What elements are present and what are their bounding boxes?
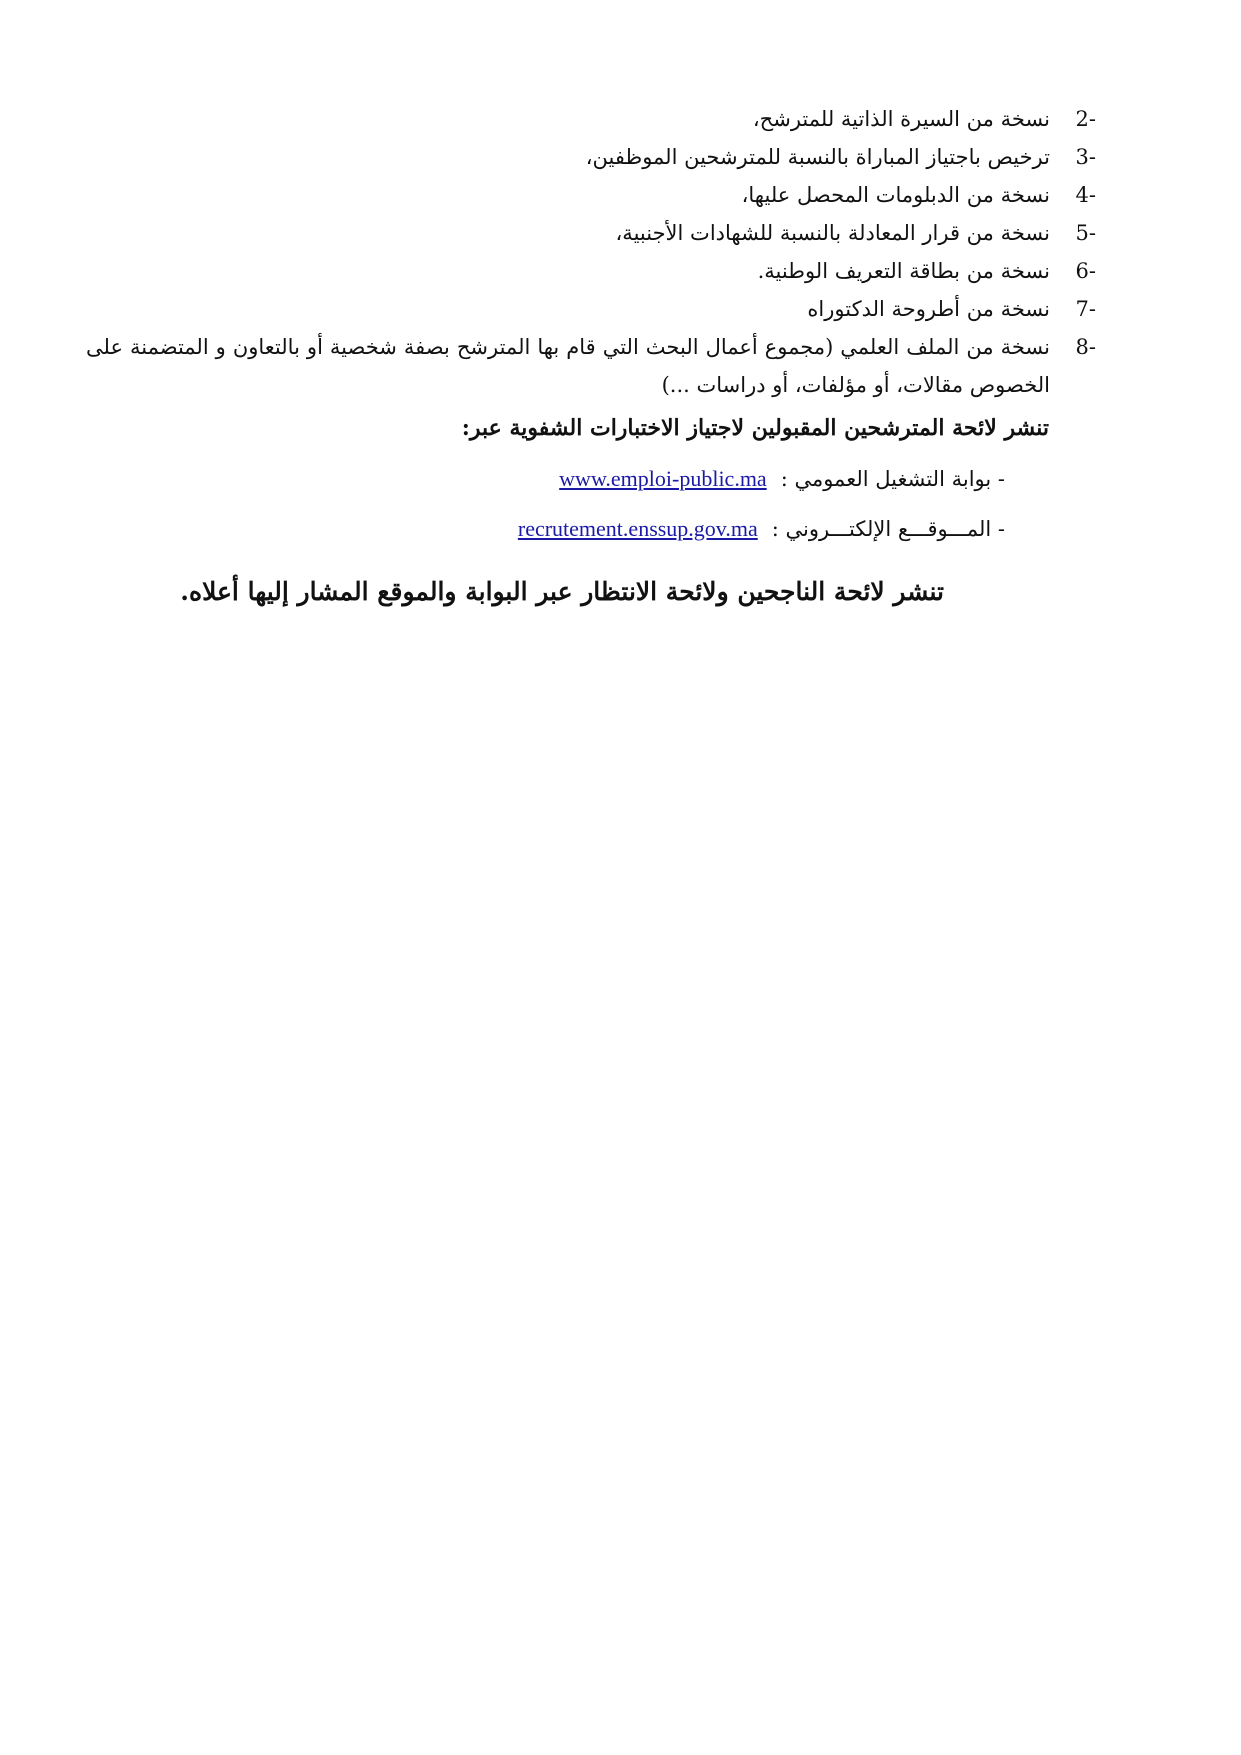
list-item-number: 6-	[1075, 259, 1096, 283]
list-item-number: 8-	[1075, 335, 1096, 359]
list-item	[86, 214, 1096, 252]
list-item-number: 3-	[1075, 145, 1096, 169]
list-item-text: نسخة من السيرة الذاتية للمترشح،	[752, 107, 1050, 131]
list-item-text: ترخيص باجتياز المباراة بالنسبة للمترشحين الموظفين،	[585, 145, 1050, 169]
list-item-number: 5-	[1075, 221, 1096, 245]
list-item	[86, 290, 1096, 328]
list-item-text: نسخة من قرار المعادلة بالنسبة للشهادات الأجنبية،	[615, 221, 1050, 245]
website-label: - المـــوقـــع الإلكتـــروني :	[771, 517, 1005, 541]
list-item	[86, 100, 1096, 138]
required-documents-list	[86, 100, 1096, 404]
publication-heading: تنشر لائحة المترشحين المقبولين لاجتياز الاختبارات الشفوية عبر:	[461, 415, 1049, 441]
list-item	[86, 328, 1096, 404]
list-item	[86, 252, 1096, 290]
list-item-text: نسخة من الدبلومات المحصل عليها،	[741, 183, 1050, 207]
final-note: تنشر لائحة الناجحين ولائحة الانتظار عبر البوابة والموقع المشار إليها أعلاه.	[180, 577, 944, 606]
portal-link[interactable]: www.emploi-public.ma	[559, 466, 767, 491]
list-item-text: نسخة من أطروحة الدكتوراه	[807, 297, 1050, 321]
website-link[interactable]: recrutement.enssup.gov.ma	[517, 516, 758, 541]
portal-label: - بوابة التشغيل العمومي :	[780, 467, 1005, 491]
portal-row	[559, 462, 1005, 496]
list-item-text: نسخة من الملف العلمي (مجموع أعمال البحث التي قام بها المترشح بصفة شخصية أو بالتعاون و المتضمنة على الخصوص مقالات، أو مؤلفات، أو دراسات ...)	[86, 335, 1050, 397]
list-item-number: 7-	[1075, 297, 1096, 321]
website-row	[518, 512, 1005, 546]
list-item	[86, 176, 1096, 214]
list-item-text: نسخة من بطاقة التعريف الوطنية.	[757, 259, 1050, 283]
list-item-number: 2-	[1075, 107, 1096, 131]
list-item-number: 4-	[1075, 183, 1096, 207]
list-item	[86, 138, 1096, 176]
